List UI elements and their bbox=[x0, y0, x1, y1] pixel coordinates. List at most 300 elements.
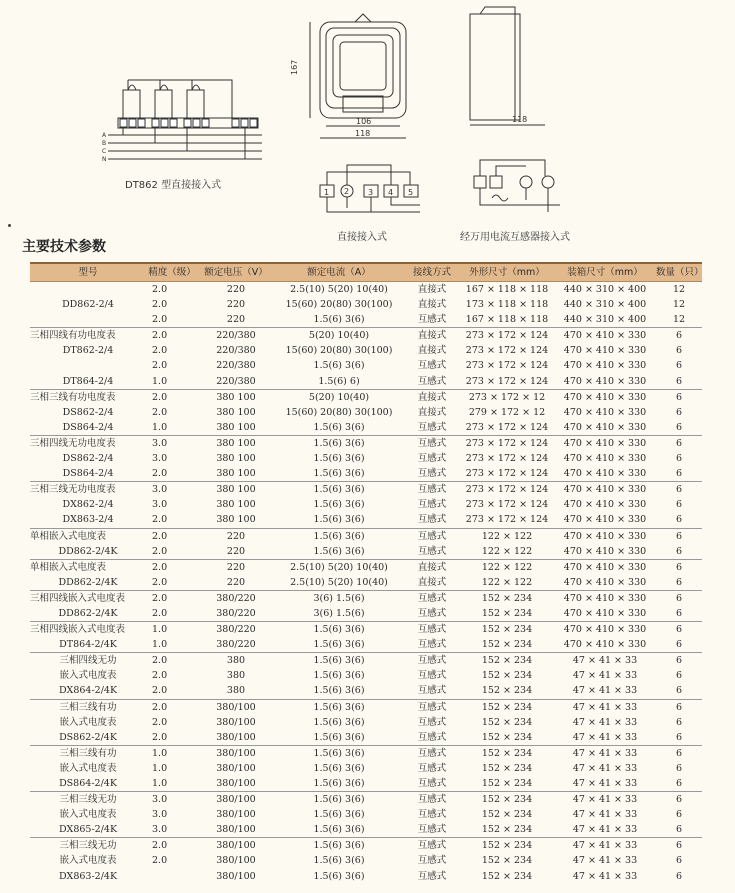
table-cell: 1.5(6) 3(6) bbox=[274, 838, 404, 854]
table-row bbox=[30, 606, 702, 622]
table-cell: 470 × 410 × 330 bbox=[554, 389, 656, 405]
table-cell: 单相嵌入式电度表 bbox=[30, 559, 146, 575]
table-cell: DX865-2/4K bbox=[58, 824, 118, 836]
table-cell: 380/100 bbox=[198, 838, 274, 854]
table-cell: 2.0 bbox=[152, 514, 168, 526]
table-cell: 互感式 bbox=[417, 314, 447, 326]
table-cell: 2.0 bbox=[152, 360, 168, 372]
table-cell: 3.0 bbox=[146, 482, 198, 498]
table-cell: 167 × 118 × 118 bbox=[465, 284, 549, 295]
table-cell: 380 100 bbox=[216, 514, 256, 526]
column-header: 装箱尺寸（mm） bbox=[554, 263, 656, 282]
table-cell: 1.5(6) 3(6) bbox=[313, 731, 365, 743]
table-cell: 47 × 41 × 33 bbox=[554, 653, 656, 669]
table-cell: 2.5(10) 5(20) 10(40) bbox=[274, 559, 404, 575]
table-cell: 1.5(6) 3(6) bbox=[274, 699, 404, 715]
table-cell: 1.0 bbox=[152, 639, 168, 651]
table-cell: 1.0 bbox=[146, 745, 198, 761]
table-cell: 47 × 41 × 33 bbox=[554, 699, 656, 715]
table-row bbox=[30, 358, 702, 373]
table-cell: 6 bbox=[675, 762, 683, 774]
table-row bbox=[30, 528, 702, 544]
table-cell: 6 bbox=[675, 685, 683, 697]
table-cell: 470 × 410 × 330 bbox=[563, 468, 647, 480]
table-cell: 273 × 172 × 12 bbox=[460, 389, 554, 405]
table-cell: 380/100 bbox=[198, 745, 274, 761]
column-header: 额定电压（V） bbox=[198, 263, 274, 282]
table-cell: 互感式 bbox=[404, 528, 460, 544]
table-row bbox=[30, 544, 702, 560]
table-row bbox=[30, 745, 702, 761]
table-cell: 173 × 118 × 118 bbox=[465, 299, 549, 311]
table-cell: DD862-2/4K bbox=[58, 607, 118, 619]
table-cell: 互感式 bbox=[417, 870, 447, 882]
table-cell: DS864-2/4K bbox=[59, 778, 117, 789]
table-cell bbox=[30, 282, 146, 298]
table-cell: 1.5(6) 3(6) bbox=[313, 514, 365, 526]
table-cell: DX862-2/4 bbox=[62, 499, 114, 511]
table-cell: 3.0 bbox=[146, 435, 198, 451]
table-cell: 380/100 bbox=[216, 731, 256, 743]
table-cell: 1.0 bbox=[152, 778, 168, 789]
table-cell: 122 × 122 bbox=[481, 576, 533, 588]
table-cell: 470 × 410 × 330 bbox=[554, 482, 656, 498]
table-cell: 1.0 bbox=[152, 421, 168, 433]
column-header: 外形尺寸（mm） bbox=[460, 263, 554, 282]
table-cell: 220 bbox=[198, 559, 274, 575]
table-cell: 380/220 bbox=[216, 639, 256, 651]
table-cell: DT864-2/4K bbox=[59, 639, 117, 651]
bullet-dot bbox=[8, 224, 11, 227]
table-cell: 直接式 bbox=[417, 345, 447, 357]
table-cell: 220 bbox=[226, 284, 246, 295]
table-cell: 2.0 bbox=[146, 699, 198, 715]
table-cell: 47 × 41 × 33 bbox=[572, 824, 638, 836]
table-cell: 2.0 bbox=[152, 685, 168, 697]
column-header: 接线方式 bbox=[404, 263, 460, 282]
table-cell: 122 × 122 bbox=[460, 559, 554, 575]
table-row bbox=[30, 282, 702, 298]
table-cell: 互感式 bbox=[417, 360, 447, 372]
table-cell: 470 × 410 × 330 bbox=[554, 435, 656, 451]
table-cell: 6 bbox=[675, 670, 683, 682]
table-cell: 470 × 410 × 330 bbox=[563, 576, 647, 588]
table-row bbox=[30, 761, 702, 776]
phase-label: A bbox=[102, 132, 107, 139]
table-cell: 1.5(6) 3(6) bbox=[274, 745, 404, 761]
table-cell: 380/100 bbox=[216, 762, 256, 774]
table-cell: 6 bbox=[675, 421, 683, 433]
table-row bbox=[30, 699, 702, 715]
table-cell: 6 bbox=[675, 499, 683, 511]
table-cell: 互感式 bbox=[417, 685, 447, 697]
table-cell: 152 × 234 bbox=[481, 870, 533, 882]
table-cell: 互感式 bbox=[417, 855, 447, 867]
table-cell: 嵌入式电度表 bbox=[59, 716, 117, 728]
table-cell: DS862-2/4 bbox=[62, 406, 114, 418]
table-cell: 47 × 41 × 33 bbox=[572, 731, 638, 743]
table-cell: 6 bbox=[675, 855, 683, 867]
table-cell: 12 bbox=[672, 284, 686, 295]
table-cell: 互感式 bbox=[404, 622, 460, 638]
table-cell: 三相四线嵌入式电度表 bbox=[30, 590, 146, 606]
table-cell: 47 × 41 × 33 bbox=[572, 762, 638, 774]
table-cell: 6 bbox=[656, 838, 702, 854]
table-cell: 152 × 234 bbox=[481, 607, 533, 619]
table-cell: 380/220 bbox=[198, 622, 274, 638]
table-cell: 152 × 234 bbox=[481, 639, 533, 651]
table-cell: 互感式 bbox=[417, 762, 447, 774]
table-cell: 6 bbox=[656, 590, 702, 606]
table-cell: 152 × 234 bbox=[460, 590, 554, 606]
table-row bbox=[30, 853, 702, 868]
table-cell: 1.5(6) 3(6) bbox=[274, 622, 404, 638]
table-cell: 互感式 bbox=[404, 745, 460, 761]
table-cell: 380/220 bbox=[216, 607, 256, 619]
table-cell: 220 bbox=[226, 576, 246, 588]
table-cell: 470 × 410 × 330 bbox=[554, 622, 656, 638]
table-cell: 1.5(6) 3(6) bbox=[313, 778, 365, 789]
table-cell: 122 × 122 bbox=[460, 528, 554, 544]
table-cell: 1.5(6) 3(6) bbox=[313, 762, 365, 774]
table-cell: 2.0 bbox=[152, 607, 168, 619]
table-cell: 122 × 122 bbox=[481, 545, 533, 557]
table-cell: 380 bbox=[226, 685, 246, 697]
table-cell: 470 × 410 × 330 bbox=[563, 360, 647, 372]
table-cell: 6 bbox=[675, 345, 683, 357]
table-cell: 6 bbox=[675, 824, 683, 836]
table-row bbox=[30, 776, 702, 792]
table-cell: 6 bbox=[675, 360, 683, 372]
table-cell: 互感式 bbox=[417, 545, 447, 557]
table-cell: 2.0 bbox=[152, 314, 168, 326]
caption-dt862: DT862 型直接接入式 bbox=[125, 180, 222, 191]
table-cell: 3.0 bbox=[146, 792, 198, 808]
table-cell: 152 × 234 bbox=[481, 670, 533, 682]
table-cell: 3.0 bbox=[152, 453, 168, 465]
table-cell: 三相三线有功 bbox=[30, 745, 146, 761]
table-cell: 1.5(6) 3(6) bbox=[274, 528, 404, 544]
table-cell: 380 100 bbox=[216, 421, 256, 433]
table-cell: 152 × 234 bbox=[460, 653, 554, 669]
table-cell: 1.5(6) 3(6) bbox=[313, 421, 365, 433]
table-cell: 1.5(6) 3(6) bbox=[313, 453, 365, 465]
table-cell: 6 bbox=[675, 576, 683, 588]
table-row bbox=[30, 715, 702, 730]
table-cell: 2.0 bbox=[152, 731, 168, 743]
table-cell: 2.5(10) 5(20) 10(40) bbox=[290, 284, 388, 295]
table-cell: 6 bbox=[656, 559, 702, 575]
table-cell: 1.5(6) 3(6) bbox=[274, 792, 404, 808]
table-row bbox=[30, 668, 702, 683]
table-cell: 3.0 bbox=[152, 809, 168, 821]
table-cell: 1.5(6) 3(6) bbox=[313, 685, 365, 697]
table-cell: 互感式 bbox=[404, 792, 460, 808]
column-header: 数量（只） bbox=[656, 263, 702, 282]
table-cell: 2.0 bbox=[146, 653, 198, 669]
table-cell: 152 × 234 bbox=[481, 809, 533, 821]
table-cell: 15(60) 20(80) 30(100) bbox=[285, 406, 393, 418]
table-cell: 47 × 41 × 33 bbox=[554, 745, 656, 761]
table-cell: 6 bbox=[675, 731, 683, 743]
table-row bbox=[30, 653, 702, 669]
table-cell: 6 bbox=[656, 699, 702, 715]
table-cell: 440 × 310 × 400 bbox=[563, 299, 647, 311]
table-cell: DS864-2/4 bbox=[62, 468, 114, 480]
table-cell: 1.5(6) 3(6) bbox=[313, 809, 365, 821]
table-cell: 220 bbox=[226, 545, 246, 557]
table-cell: 152 × 234 bbox=[460, 838, 554, 854]
table-cell: 6 bbox=[675, 406, 683, 418]
table-cell: 220/380 bbox=[216, 375, 256, 387]
table-cell: 1.0 bbox=[152, 375, 168, 387]
table-cell: 470 × 410 × 330 bbox=[563, 607, 647, 619]
table-cell: 152 × 234 bbox=[460, 792, 554, 808]
table-row bbox=[30, 575, 702, 591]
table-cell: 互感式 bbox=[417, 421, 447, 433]
table-row bbox=[30, 435, 702, 451]
table-cell: 47 × 41 × 33 bbox=[554, 838, 656, 854]
table-cell: 220 bbox=[226, 314, 246, 326]
table-cell: 三相三线无功 bbox=[30, 792, 146, 808]
table-cell: 互感式 bbox=[417, 468, 447, 480]
table-cell: 47 × 41 × 33 bbox=[572, 685, 638, 697]
table-cell: 6 bbox=[656, 745, 702, 761]
table-row bbox=[30, 497, 702, 512]
table-cell: DS864-2/4 bbox=[62, 421, 114, 433]
table-cell: 152 × 234 bbox=[481, 824, 533, 836]
table-cell: 380/100 bbox=[198, 792, 274, 808]
terminal-number: 1 bbox=[324, 188, 330, 197]
table-cell: 直接式 bbox=[404, 559, 460, 575]
table-cell: 15(60) 20(80) 30(100) bbox=[285, 345, 393, 357]
dim-side-width: 118 bbox=[512, 115, 528, 124]
table-cell: 440 × 310 × 400 bbox=[563, 284, 647, 295]
table-cell: DD862-2/4K bbox=[58, 545, 118, 557]
phase-label: B bbox=[102, 140, 107, 147]
table-cell: 6 bbox=[656, 653, 702, 669]
table-cell: 470 × 410 × 330 bbox=[563, 639, 647, 651]
table-cell: 1.5(6) 3(6) bbox=[313, 639, 365, 651]
table-cell: 273 × 172 × 124 bbox=[460, 482, 554, 498]
table-cell: DD862-2/4K bbox=[58, 576, 118, 588]
table-row bbox=[30, 559, 702, 575]
table-cell: DX863-2/4 bbox=[62, 514, 114, 526]
column-header: 型号 bbox=[30, 263, 146, 282]
table-cell: 3.0 bbox=[152, 499, 168, 511]
table-row bbox=[30, 451, 702, 466]
table-row bbox=[30, 590, 702, 606]
table-cell: 380/100 bbox=[216, 778, 256, 789]
table-row bbox=[30, 869, 702, 884]
table-cell: 470 × 410 × 330 bbox=[563, 421, 647, 433]
table-cell: 互感式 bbox=[404, 699, 460, 715]
table-cell: 47 × 41 × 33 bbox=[572, 870, 638, 882]
table-cell: 1.0 bbox=[152, 762, 168, 774]
table-cell: 2.0 bbox=[146, 328, 198, 344]
table-row bbox=[30, 512, 702, 528]
table-cell: 273 × 172 × 124 bbox=[460, 435, 554, 451]
table-cell: 三相四线无功电度表 bbox=[30, 435, 146, 451]
phase-label: C bbox=[102, 148, 107, 155]
table-cell: 6 bbox=[675, 778, 683, 789]
table-cell: 2.0 bbox=[152, 670, 168, 682]
table-cell: 6 bbox=[675, 809, 683, 821]
table-cell: 220/380 bbox=[216, 345, 256, 357]
table-cell: 6 bbox=[675, 514, 683, 526]
table-cell: 直接式 bbox=[417, 284, 447, 295]
table-cell: 152 × 234 bbox=[481, 855, 533, 867]
table-cell: 2.0 bbox=[152, 345, 168, 357]
table-cell: 5(20) 10(40) bbox=[274, 389, 404, 405]
table-cell: 380 100 bbox=[198, 482, 274, 498]
table-cell: 互感式 bbox=[417, 716, 447, 728]
table-cell: 380 100 bbox=[216, 453, 256, 465]
table-cell: 直接式 bbox=[404, 389, 460, 405]
table-cell: 6 bbox=[675, 607, 683, 619]
table-row bbox=[30, 389, 702, 405]
table-cell: 152 × 234 bbox=[481, 778, 533, 789]
table-cell: 470 × 410 × 330 bbox=[563, 453, 647, 465]
table-cell: 2.5(10) 5(20) 10(40) bbox=[290, 576, 388, 588]
table-cell bbox=[30, 312, 146, 328]
table-cell: 152 × 234 bbox=[460, 699, 554, 715]
table-cell: 279 × 172 × 12 bbox=[468, 406, 546, 418]
table-header-row bbox=[30, 263, 702, 282]
table-cell: 380/100 bbox=[198, 699, 274, 715]
terminal-number: 3 bbox=[368, 188, 374, 197]
table-cell: 互感式 bbox=[404, 435, 460, 451]
table-cell: 152 × 234 bbox=[460, 745, 554, 761]
table-cell: 1.5(6) 3(6) bbox=[313, 314, 365, 326]
table-row bbox=[30, 838, 702, 854]
table-cell: 380/100 bbox=[216, 716, 256, 728]
table-cell: 380 100 bbox=[216, 499, 256, 511]
table-cell: 1.5(6) 3(6) bbox=[313, 545, 365, 557]
table-cell: 6 bbox=[675, 716, 683, 728]
table-cell: 470 × 410 × 330 bbox=[554, 328, 656, 344]
section-title: 主要技术参数 bbox=[22, 239, 106, 255]
table-cell: 1.5(6) 3(6) bbox=[313, 360, 365, 372]
table-cell: 6 bbox=[675, 545, 683, 557]
terminal-number: 4 bbox=[388, 188, 394, 197]
table-cell: 直接式 bbox=[417, 576, 447, 588]
table-cell bbox=[146, 869, 198, 884]
table-cell: 互感式 bbox=[417, 809, 447, 821]
table-cell: 三相三线无功 bbox=[30, 838, 146, 854]
dt862-wiring-diagram bbox=[108, 80, 262, 159]
table-cell: 470 × 410 × 330 bbox=[563, 375, 647, 387]
table-cell: 互感式 bbox=[404, 590, 460, 606]
table-cell: 2.0 bbox=[146, 528, 198, 544]
table-cell: 220/380 bbox=[198, 328, 274, 344]
table-row bbox=[30, 466, 702, 482]
table-cell: 3.0 bbox=[152, 824, 168, 836]
table-cell: DX863-2/4K bbox=[58, 870, 118, 882]
table-cell: 2.0 bbox=[152, 284, 168, 295]
table-cell: 47 × 41 × 33 bbox=[554, 792, 656, 808]
table-cell: 1.5(6) 3(6) bbox=[274, 435, 404, 451]
table-cell: 6 bbox=[675, 375, 683, 387]
table-cell: 互感式 bbox=[417, 639, 447, 651]
table-cell: 三相三线有功电度表 bbox=[30, 389, 146, 405]
table-cell: 2.0 bbox=[146, 389, 198, 405]
table-cell: 1.5(6) 3(6) bbox=[313, 716, 365, 728]
table-cell: 2.0 bbox=[146, 838, 198, 854]
table-cell: 167 × 118 × 118 bbox=[465, 314, 549, 326]
table-cell: 嵌入式电度表 bbox=[59, 809, 117, 821]
table-cell: 220 bbox=[198, 528, 274, 544]
table-cell: 273 × 172 × 124 bbox=[465, 375, 549, 387]
caption-ct: 经万用电流互感器接入式 bbox=[460, 232, 570, 243]
table-cell: 嵌入式电度表 bbox=[59, 855, 117, 867]
table-cell: 470 × 410 × 330 bbox=[563, 499, 647, 511]
table-row bbox=[30, 730, 702, 746]
table-cell: 273 × 172 × 124 bbox=[465, 345, 549, 357]
table-body bbox=[30, 282, 702, 884]
table-cell: 273 × 172 × 124 bbox=[465, 360, 549, 372]
table-cell: 273 × 172 × 124 bbox=[465, 453, 549, 465]
table-cell: 互感式 bbox=[404, 653, 460, 669]
table-row bbox=[30, 297, 702, 312]
table-cell: 152 × 234 bbox=[481, 716, 533, 728]
table-cell: 互感式 bbox=[417, 778, 447, 789]
table-cell: 12 bbox=[672, 299, 686, 311]
table-cell: 273 × 172 × 124 bbox=[465, 421, 549, 433]
table-cell: 直接式 bbox=[417, 406, 447, 418]
table-cell: 三相三线无功电度表 bbox=[30, 482, 146, 498]
table-row bbox=[30, 328, 702, 344]
dim-outer-width: 118 bbox=[355, 129, 371, 138]
table-row bbox=[30, 637, 702, 653]
table-cell: 2.0 bbox=[146, 590, 198, 606]
table-cell: 2.0 bbox=[152, 468, 168, 480]
table-cell: 1.5(6) 3(6) bbox=[313, 499, 365, 511]
table-cell: 273 × 172 × 124 bbox=[465, 468, 549, 480]
table-row bbox=[30, 405, 702, 420]
dim-height: 167 bbox=[290, 59, 299, 75]
table-cell: 152 × 234 bbox=[481, 731, 533, 743]
table-cell: DS862-2/4 bbox=[62, 453, 114, 465]
table-cell: 5(20) 10(40) bbox=[274, 328, 404, 344]
table-cell: 互感式 bbox=[404, 838, 460, 854]
table-cell: 3(6) 1.5(6) bbox=[274, 590, 404, 606]
table-cell: 三相三线有功 bbox=[30, 699, 146, 715]
table-cell: 6 bbox=[656, 482, 702, 498]
table-cell: 380/100 bbox=[216, 855, 256, 867]
table-cell: DS862-2/4K bbox=[59, 731, 117, 743]
table-cell: 470 × 410 × 330 bbox=[563, 545, 647, 557]
table-cell: 三相四线有功电度表 bbox=[30, 328, 146, 344]
table-cell: 互感式 bbox=[417, 670, 447, 682]
table-cell: 1.5(6) 3(6) bbox=[313, 824, 365, 836]
table-cell: 152 × 234 bbox=[481, 685, 533, 697]
table-cell: 3(6) 1.5(6) bbox=[313, 607, 365, 619]
meter-side-view bbox=[470, 7, 545, 125]
table-row bbox=[30, 420, 702, 436]
table-cell: 380/100 bbox=[216, 824, 256, 836]
table-cell: 2.0 bbox=[152, 576, 168, 588]
table-cell: 6 bbox=[675, 870, 683, 882]
table-row bbox=[30, 343, 702, 358]
terminal-number: 5 bbox=[408, 188, 414, 197]
table-cell: 380/220 bbox=[198, 590, 274, 606]
table-cell: 6 bbox=[656, 389, 702, 405]
table-cell: 380 100 bbox=[198, 435, 274, 451]
table-cell: 1.5(6) 6) bbox=[318, 375, 360, 387]
table-cell: 380/100 bbox=[216, 809, 256, 821]
table-cell: 互感式 bbox=[417, 731, 447, 743]
